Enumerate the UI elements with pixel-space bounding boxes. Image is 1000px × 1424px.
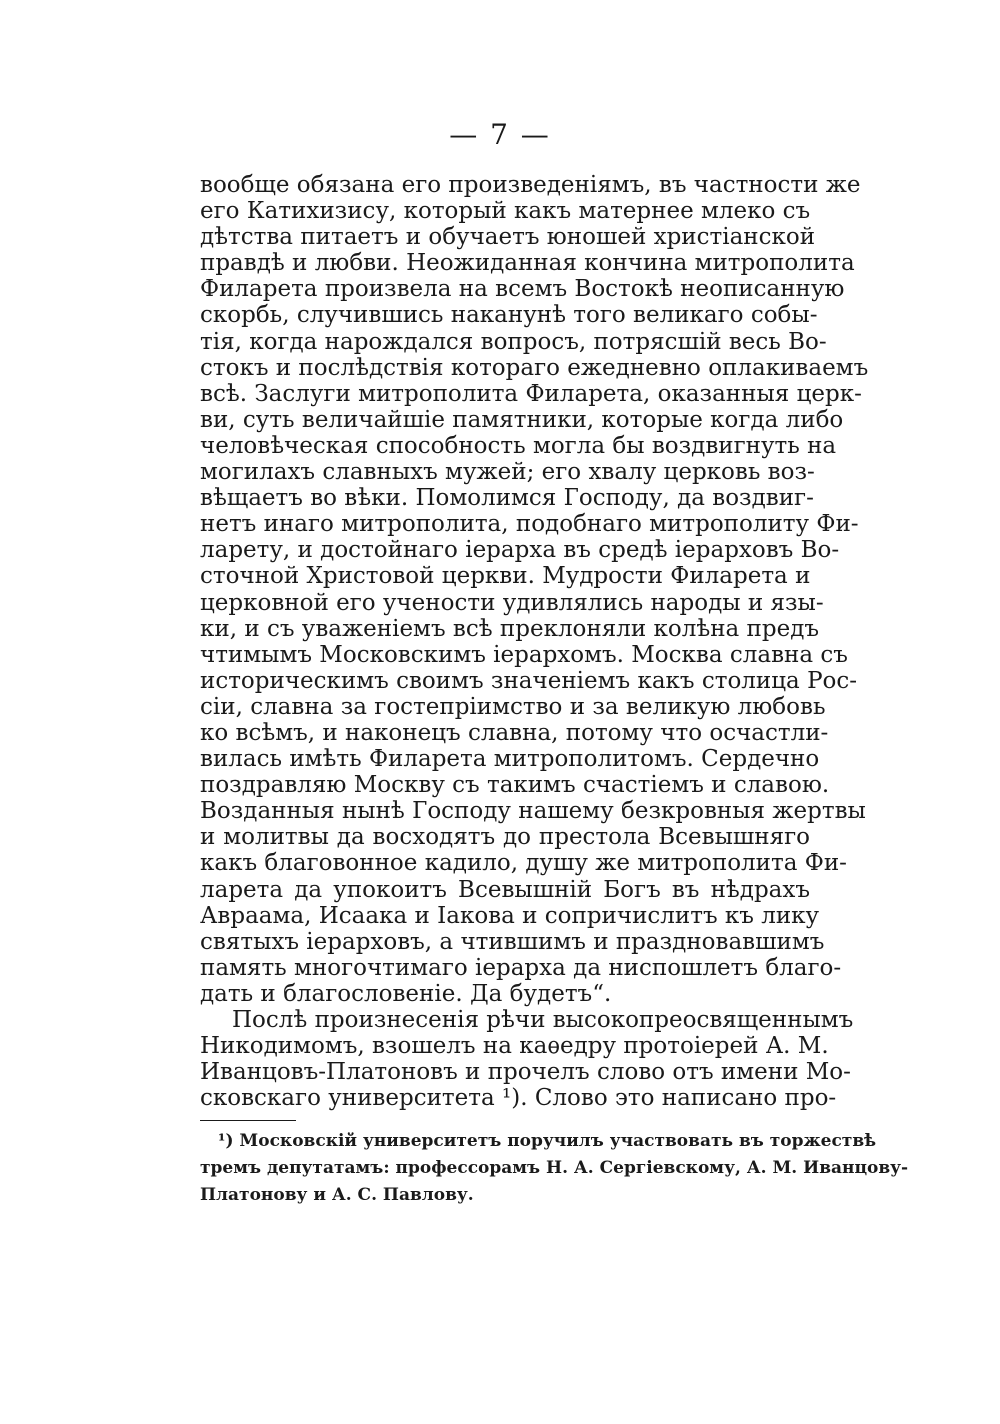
footnote-divider <box>200 1120 296 1121</box>
text-line: какъ благовонное кадило, душу же митрополита Фи- <box>200 850 847 877</box>
footnote <box>200 1128 909 1209</box>
text-line: и молитвы да восходятъ до престола Всевышняго <box>200 824 810 851</box>
text-line: вилась имѣть Филарета митрополитомъ. Сердечно <box>200 746 820 773</box>
text-line: память многочтимаго іерарха да ниспошлетъ благо- <box>200 954 842 981</box>
text-line: ви, суть величайшіе памятники, которые когда либо <box>200 406 844 433</box>
text-line: сковскаго университета ¹). Слово это написано про- <box>200 1085 837 1112</box>
footnote-line: Платонову и А. С. Павлову. <box>200 1185 474 1205</box>
text-line: дѣтства питаетъ и обучаетъ юношей христіанской <box>200 224 816 251</box>
text-line: ларету, и достойнаго іерарха въ средѣ іерарховъ Во- <box>200 537 840 564</box>
text-line: Авраама, Исаака и Іакова и сопричислитъ къ лику <box>200 902 820 929</box>
text-line: церковной его учености удивлялись народы и язы- <box>200 589 824 616</box>
text-line: скорбь, случившись наканунѣ того великаго собы- <box>200 302 818 329</box>
text-line: дать и благословеніе. Да будетъ“. <box>200 980 612 1007</box>
text-line: ларета да упокоитъ Всевышній Богъ въ нѣдрахъ <box>200 876 810 903</box>
text-line: святыхъ іерарховъ, а чтившимъ и праздновавшимъ <box>200 928 825 955</box>
text-line: Послѣ произнесенія рѣчи высокопреосвященнымъ <box>232 1007 854 1033</box>
text-line: чтимымъ Московскимъ іерархомъ. Москва славна съ <box>200 641 848 668</box>
text-line: его Катихизису, который какъ матернее млеко съ <box>200 198 811 225</box>
text-line: вѣщаетъ во вѣки. Помолимся Господу, да воздвиг- <box>200 485 814 512</box>
footnote-line: тремъ депутатамъ: профессорамъ Н. А. Сергіевскому, А. М. Иванцову- <box>200 1158 909 1178</box>
text-line: тія, когда нарождался вопросъ, потрясшій весь Во- <box>200 328 827 355</box>
text-line: Иванцовъ-Платоновъ и прочелъ слово отъ имени Мо- <box>200 1059 851 1086</box>
main-text <box>200 172 869 1112</box>
text-line: правдѣ и любви. Неожиданная кончина митрополита <box>200 250 855 277</box>
footnote-line: ¹) Московскій университетъ поручилъ участвовать въ торжествѣ <box>218 1131 877 1151</box>
text-line: сіи, славна за гостепріимство и за великую любовь <box>200 693 826 720</box>
text-line: нетъ инаго митрополита, подобнаго митрополиту Фи- <box>200 511 859 538</box>
text-line: ки, и съ уваженіемъ всѣ преклоняли колѣна предъ <box>200 615 820 642</box>
text-line: могилахъ славныхъ мужей; его хвалу церковь воз- <box>200 459 815 486</box>
text-line: стокъ и послѣдствія котораго ежедневно оплакиваемъ <box>200 354 869 381</box>
text-line: сточной Христовой церкви. Мудрости Филарета и <box>200 563 811 590</box>
text-line: поздравляю Москву съ такимъ счастіемъ и славою. <box>200 772 830 799</box>
text-line: Возданныя нынѣ Господу нашему безкровныя жертвы <box>200 798 866 825</box>
text-line: человѣческая способность могла бы воздвигнуть на <box>200 432 837 459</box>
text-line: всѣ. Заслуги митрополита Филарета, оказанныя церк- <box>200 380 862 407</box>
text-line: историческимъ своимъ значеніемъ какъ столица Рос- <box>200 667 858 694</box>
text-line: Филарета произвела на всемъ Востокѣ неописанную <box>200 276 845 303</box>
text-line: вообще обязана его произведеніямъ, въ частности же <box>200 172 861 198</box>
text-line: Никодимомъ, взошелъ на каѳедру протоіерей А. М. <box>200 1033 829 1060</box>
page-number: — 7 — <box>449 118 551 151</box>
text-line: ко всѣмъ, и наконецъ славна, потому что осчастли- <box>200 719 829 746</box>
